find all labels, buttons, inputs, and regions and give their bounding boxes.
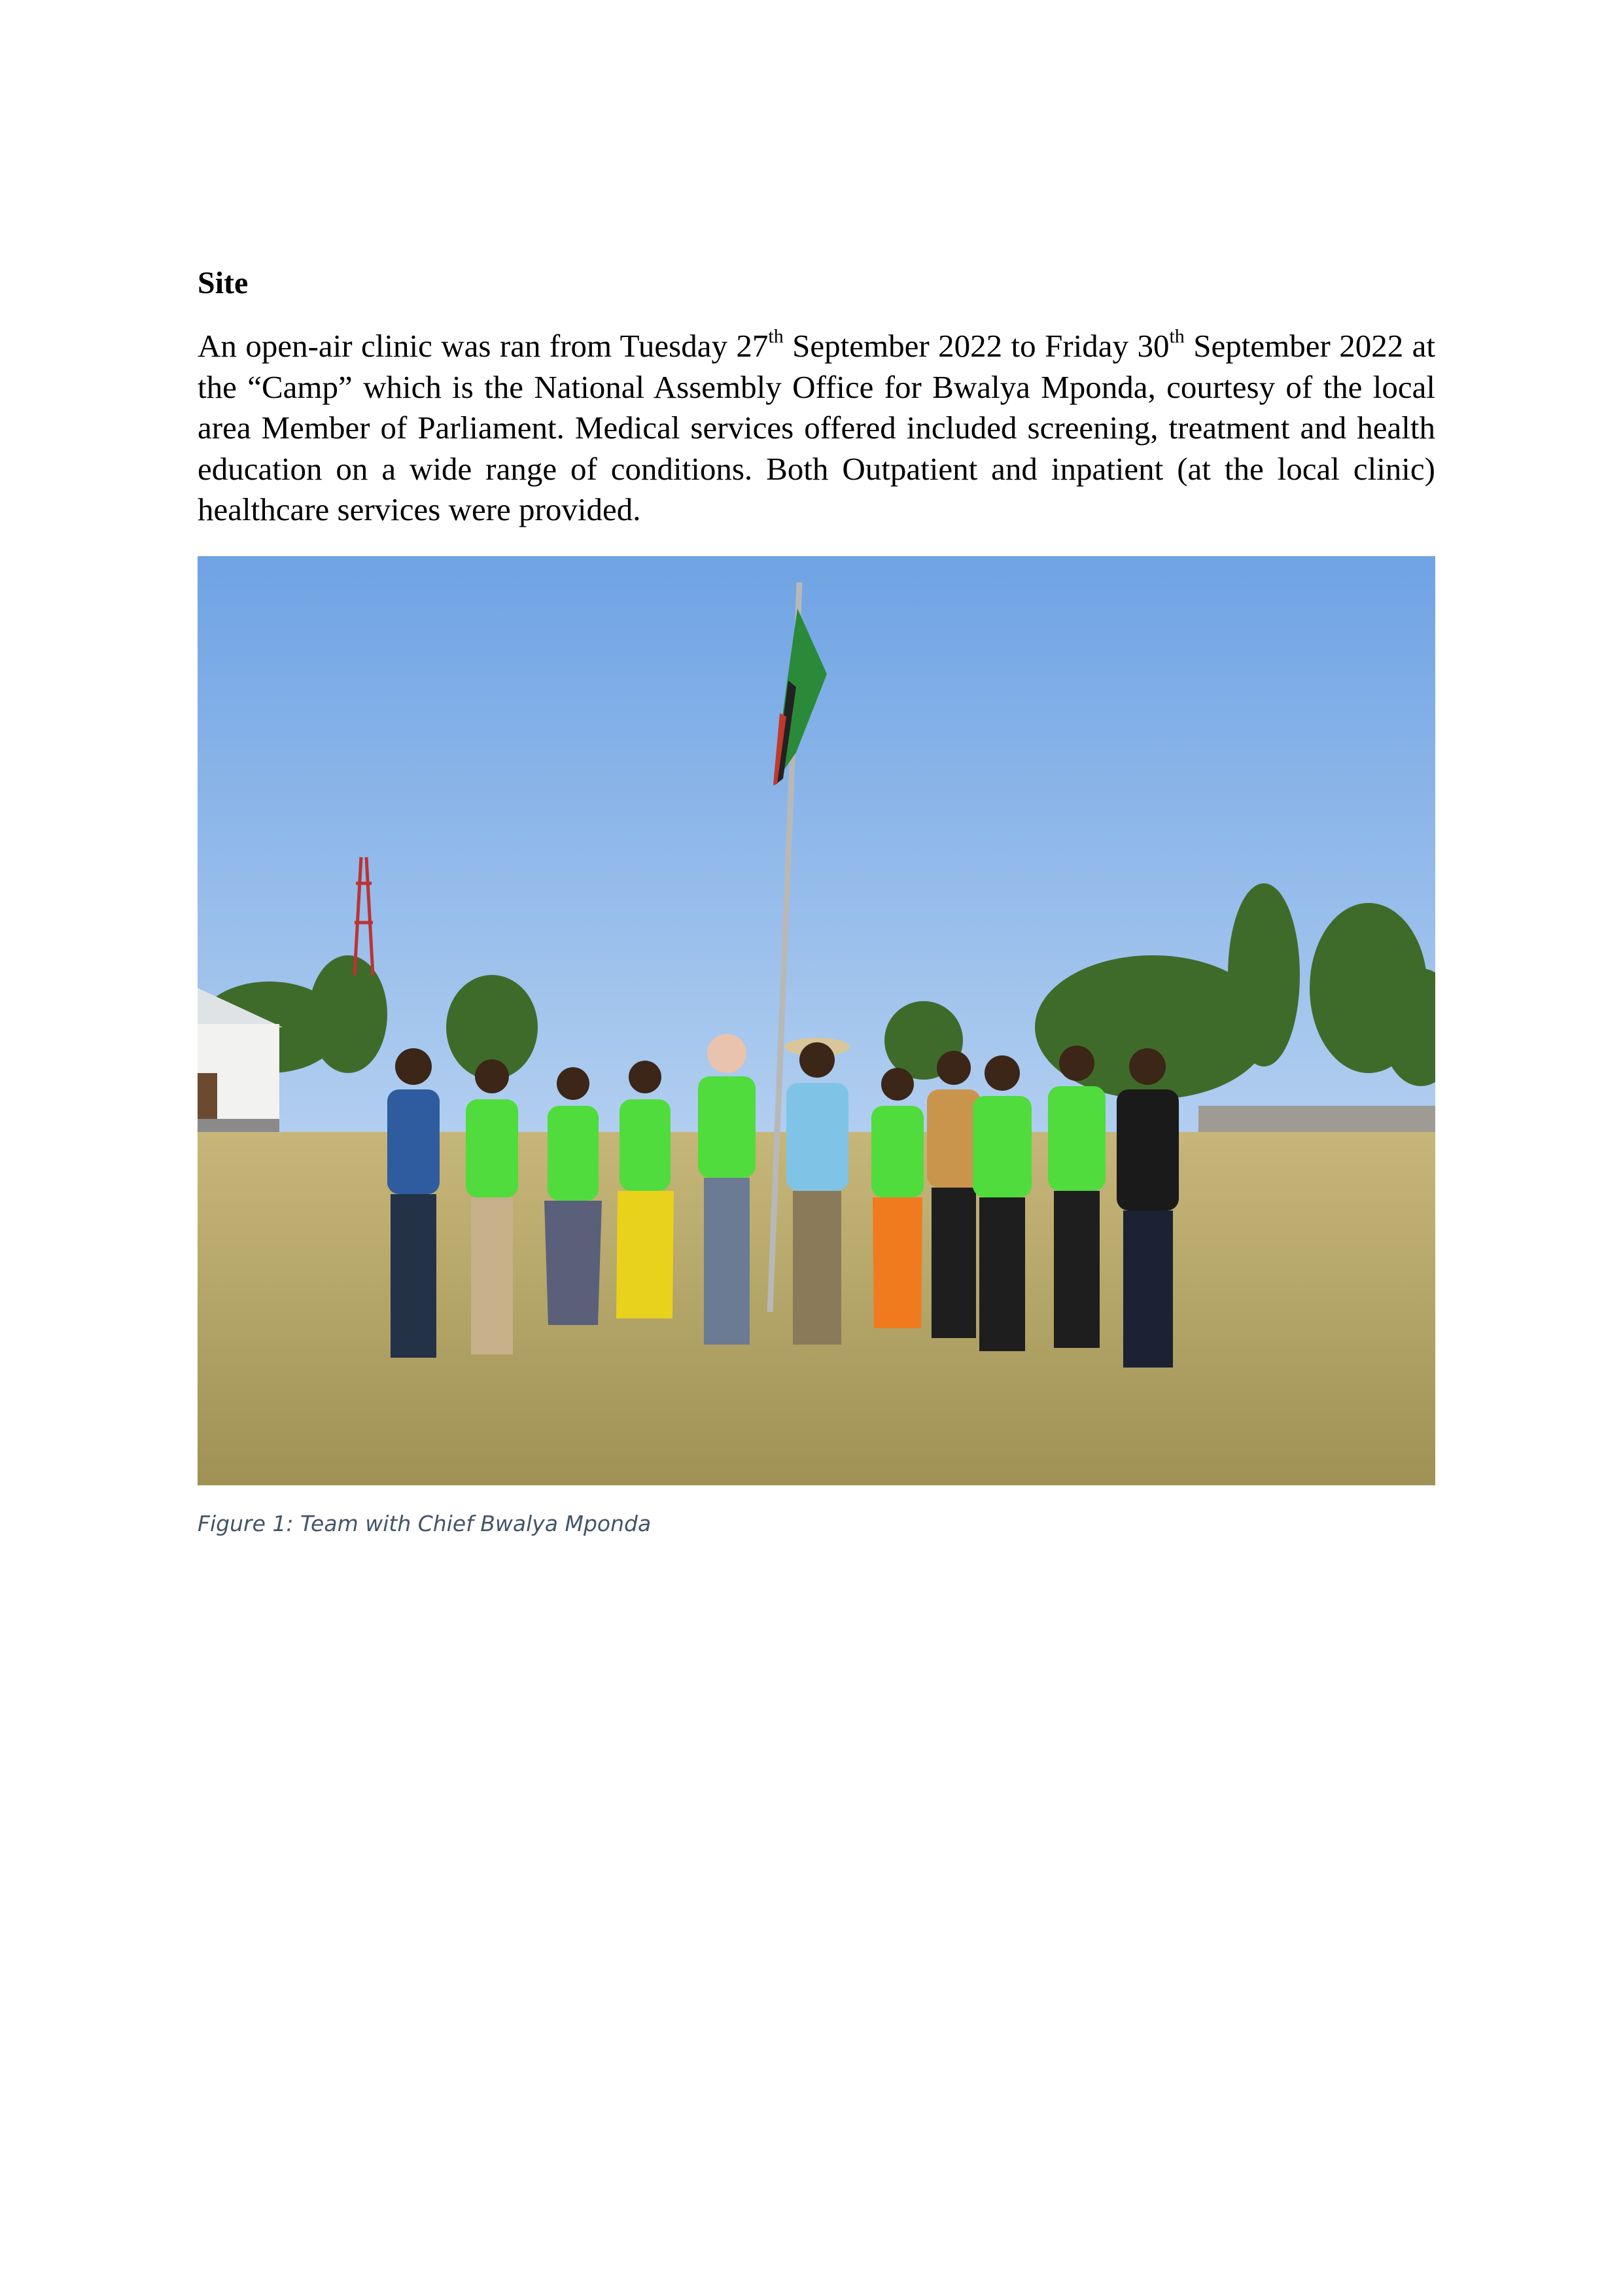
paragraph-text-2: September 2022 to Friday 30 [783, 328, 1170, 364]
paragraph-text-3: September 2022 at the “Camp” which is the National Assembly Office for Bwalya Mponda, courtesy of the local area Member of Parliament. Medical services offered included screening, treatment and health education on a wide range of conditions. Both Outpatient and inpatient (at the local clinic) healthcare services were provided. [198, 328, 1435, 527]
superscript-ordinal-2: th [1169, 325, 1185, 347]
section-heading: Site [198, 266, 249, 300]
superscript-ordinal-1: th [768, 325, 784, 347]
team-photo [198, 556, 1435, 1485]
intro-paragraph [198, 326, 1435, 531]
figure-caption: Figure 1: Team with Chief Bwalya Mponda [198, 1511, 652, 1536]
paragraph-text-1: An open-air clinic was ran from Tuesday 27 [198, 328, 769, 364]
